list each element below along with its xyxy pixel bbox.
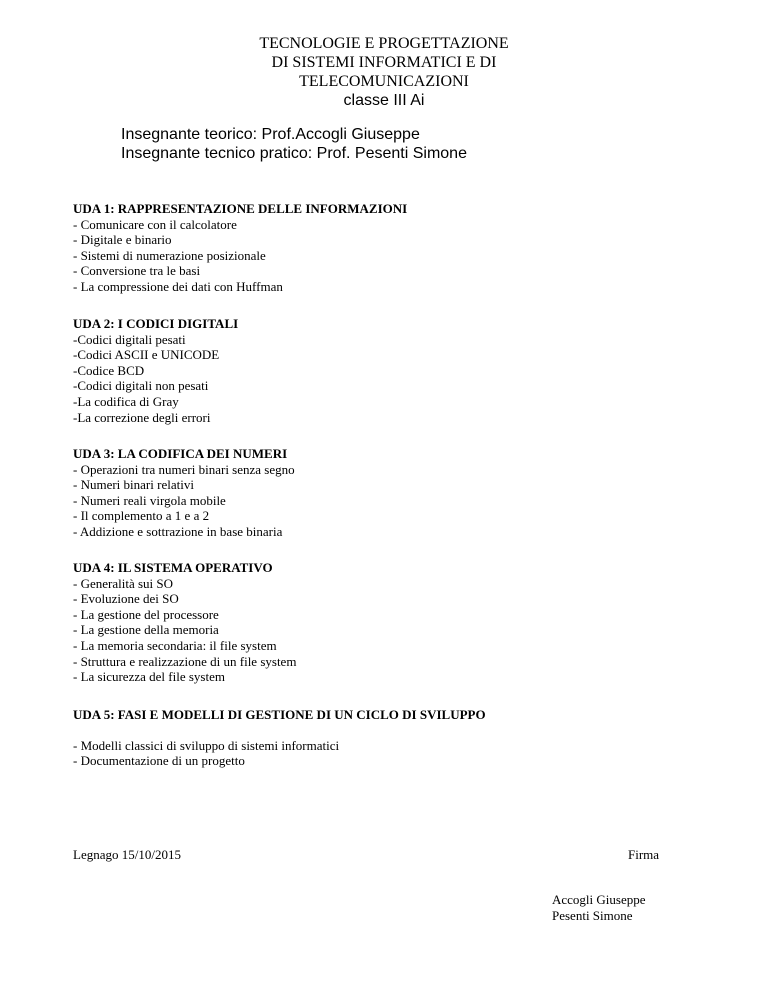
uda-4-section	[73, 560, 296, 685]
uda-heading: UDA 5: FASI E MODELLI DI GESTIONE DI UN CICLO DI SVILUPPO	[73, 707, 486, 722]
list-item: - Generalità sui SO	[73, 575, 174, 591]
practical-teacher: Insegnante tecnico pratico: Prof. Pesenti Simone	[121, 145, 467, 162]
uda-5-section	[73, 707, 486, 769]
list-item: -Codice BCD	[73, 362, 145, 378]
list-item: - Evoluzione dei SO	[73, 591, 179, 607]
list-item: -Codici digitali non pesati	[73, 378, 209, 394]
uda-heading: UDA 1: RAPPRESENTAZIONE DELLE INFORMAZIONI	[73, 201, 408, 216]
list-item: -Codici digitali pesati	[73, 331, 186, 347]
list-item: - Numeri reali virgola mobile	[73, 492, 226, 508]
place-date: Legnago 15/10/2015	[73, 847, 181, 862]
list-item: - Digitale e binario	[73, 232, 172, 248]
title-line: DI SISTEMI INFORMATICI E DI	[271, 54, 497, 71]
signer-name: Pesenti Simone	[552, 907, 633, 923]
list-item: -Codici ASCII e UNICODE	[73, 347, 220, 363]
title-line: TECNOLOGIE E PROGETTAZIONE	[259, 35, 509, 52]
list-item: -La correzione degli errori	[73, 409, 211, 425]
list-item: - Comunicare con il calcolatore	[73, 216, 237, 232]
list-item: - Addizione e sottrazione in base binaria	[73, 523, 283, 539]
uda-topic-list	[73, 576, 296, 685]
uda-heading: UDA 2: I CODICI DIGITALI	[73, 316, 239, 331]
list-item: - Sistemi di numerazione posizionale	[73, 247, 266, 263]
list-item: - Modelli classici di sviluppo di sistemi informatici	[73, 737, 340, 753]
title-line: TELECOMUNICAZIONI	[299, 73, 469, 90]
list-item: -La codifica di Gray	[73, 393, 179, 409]
list-item: - La compressione dei dati con Huffman	[73, 278, 283, 294]
uda-topic-list	[73, 462, 295, 540]
list-item: - Operazioni tra numeri binari senza segno	[73, 461, 295, 477]
signers-block	[552, 892, 646, 923]
list-item: - Documentazione di un progetto	[73, 753, 245, 769]
list-item: - Conversione tra le basi	[73, 263, 201, 279]
list-item: - La sicurezza del file system	[73, 669, 225, 685]
class-label: classe III Ai	[343, 92, 425, 109]
teachers-block	[121, 125, 467, 163]
list-item: - La gestione della memoria	[73, 622, 219, 638]
document-title	[0, 34, 768, 110]
list-item: - La gestione del processore	[73, 606, 219, 622]
theory-teacher: Insegnante teorico: Prof.Accogli Giuseppe	[121, 126, 420, 143]
uda-1-section	[73, 201, 407, 295]
uda-heading: UDA 4: IL SISTEMA OPERATIVO	[73, 560, 273, 575]
uda-topic-list	[73, 738, 486, 769]
list-item: - Il complemento a 1 e a 2	[73, 508, 210, 524]
list-item: - La memoria secondaria: il file system	[73, 637, 277, 653]
signer-name: Accogli Giuseppe	[552, 892, 646, 907]
list-item: - Numeri binari relativi	[73, 477, 194, 493]
uda-topic-list	[73, 332, 238, 426]
uda-3-section	[73, 446, 295, 540]
uda-topic-list	[73, 217, 407, 295]
signature-label: Firma	[628, 847, 660, 862]
uda-2-section	[73, 316, 238, 425]
list-item: - Struttura e realizzazione di un file system	[73, 653, 297, 669]
uda-heading: UDA 3: LA CODIFICA DEI NUMERI	[73, 446, 288, 461]
